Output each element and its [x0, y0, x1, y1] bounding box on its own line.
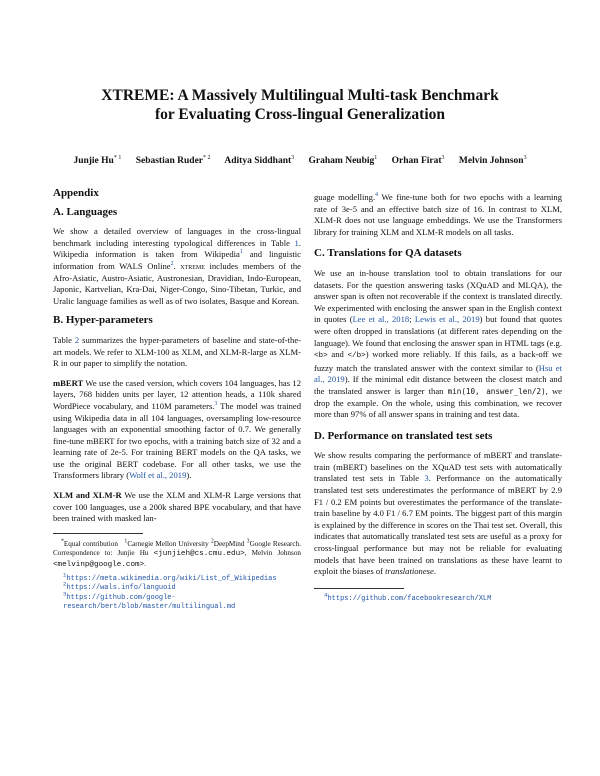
xlm-continuation-paragraph: guage modelling.$^4$ We fine-tune both for two epochs with a learning rate of 3e-5 and an effective batch size of 16. In contrast to XLM, XLM-R does not use language embeddings. We use the Transformers library for training XLM and XLM-R models on all tasks. [314, 192, 562, 237]
url-footnotes [63, 571, 301, 613]
section-d-paragraph: We show results comparing the performance of mBERT and translate-train (mBERT) baselines on the XQuAD test sets with automatically translated test sets in Table 3. Performance on the automatically translated test sets underestimates the performance of mBERT by 2.9 F1 / 0.2 EM points but overestimates the performance of the translate-train baseline by 4.0 F1 / 6.7 EM points. The biggest part of this margin is explained by the difference in scores on the Thai test set. Overall, this indicates that automatically translated test sets are useful as a proxy for cross-lingual performance but may not be reliable for evaluating models that have been trained on translations as these have learnt to exploit the biases of translationese. [314, 450, 562, 577]
lee-citation-link[interactable]: Lee et al., 2018 [352, 314, 410, 325]
table-3-link[interactable]: 3 [424, 473, 429, 484]
mbert-lead: mBERT [53, 377, 84, 388]
paper-title [0, 86, 600, 124]
html-tag-close: </b> [347, 352, 366, 361]
footnote-rule [53, 533, 143, 534]
appendix-heading: Appendix [53, 187, 99, 199]
email-melvin[interactable]: <melvinp@google.com> [53, 561, 145, 570]
footnote-2-link[interactable]: 2 [170, 261, 174, 268]
author: Melvin Johnson$^3$ [458, 154, 527, 166]
translationese-emphasis: translationese [385, 566, 434, 577]
author: Junjie Hu$^{* 1}$ [73, 154, 122, 166]
section-a-paragraph: We show a detailed overview of languages in the cross-lingual benchmark including interesting typological differences in Table 1. Wikipedia information is taken from Wikipedia$^1$ and linguistic information from WALS Online$^2$. xtreme includes members of the Afro-Asiatic, Austro-Asiatic, Austronesian, Dravidian, Indo-European, Japonic, Kartvelian, Kra-Dai, Niger-Congo, Sino-Tibetan, Turkic, and Uralic language families as well as of two isolates, Basque and Korean. [53, 226, 301, 306]
footnote-3[interactable]: $^3$https://github.com/google-research/bert/blob/master/multilingual.md [63, 590, 236, 612]
lewis-citation-link[interactable]: Lewis et al., 2019 [414, 314, 480, 325]
section-b-heading: B. Hyper-parameters [53, 314, 153, 327]
xtreme-smallcaps: xtreme [180, 260, 205, 271]
title-line-1: XTREME: A Massively Multilingual Multi-task Benchmark [101, 87, 499, 104]
section-c-paragraph: We use an in-house translation tool to obtain translations for our datasets. For the question answering tasks (XQuAD and MLQA), the answer span is often not recoverable if the context is translated directly. We experimented with enclosing the answer span in the English context in quotes (Lee et al., 2018; Lewis et al., 2019) but found that quotes were often dropped in translations (at different rates depending on the language). We found that enclosing the answer span in HTML tags (e.g. <b> and </b>) worked more reliably. If this fails, as a back-off we fuzzy match the translated answer with the context similar to (Hsu et al., 2019). If the minimal edit distance between the closest match and the translated answer is larger than min(10, answer_len/2), we drop the example. On the whole, using this combination, we recover more than 97% of all answer spans in training and test data. [314, 267, 563, 420]
table-1-link[interactable]: 1 [294, 237, 299, 248]
email-junjie[interactable]: <junjieh@cs.cmu.edu> [153, 550, 245, 559]
section-b-paragraph-1: Table 2 summarizes the hyper-parameters of baseline and state-of-the-art models. We refer to XLM-100 as XLM, and XLM-R-large as XLM-R in our paper to simplify the notation. [53, 334, 301, 369]
author: Orhan Firat$^3$ [391, 154, 445, 166]
footnote-2[interactable]: $^2$https://wals.info/languoid [63, 580, 176, 593]
author-list [0, 156, 600, 166]
left-column [53, 188, 301, 613]
section-b-paragraph-xlm: XLM and XLM-R We use the XLM and XLM-R Large versions that cover 100 languages, use a 200k shared BPE vocabulary, and that have been trained with masked lan- [53, 490, 301, 524]
footnote-3-link[interactable]: 3 [214, 401, 218, 408]
xlm-lead: XLM and XLM-R [53, 490, 122, 501]
section-d-heading: D. Performance on translated test sets [314, 429, 493, 442]
author: Sebastian Ruder$^{* 2}$ [135, 154, 211, 166]
section-a-heading: A. Languages [53, 205, 118, 218]
footnote-rule-right [314, 588, 404, 589]
footnote-4[interactable]: $^4$https://github.com/facebookresearch/XLM [324, 591, 492, 603]
title-line-2: for Evaluating Cross-lingual Generalization [154, 106, 446, 123]
footnote-1[interactable]: $^1$https://meta.wikimedia.org/wiki/List_of_Wikipedias [63, 571, 277, 583]
right-column [314, 192, 562, 604]
affiliation-footnote: *Equal contribution $^1$Carnegie Mellon University $^2$DeepMind $^3$Google Research. Correspondence to: Junjie Hu <junjieh@cs.cmu.edu>, Melvin Johnson <melvinp@google.com>. [53, 538, 302, 570]
section-c-heading: C. Translations for QA datasets [314, 247, 462, 260]
table-2-link[interactable]: 2 [74, 334, 80, 345]
html-tag-open: <b> [314, 352, 328, 361]
footnote-4-link[interactable]: 4 [375, 192, 379, 199]
footnote-1-link[interactable]: 1 [239, 249, 243, 256]
author: Aditya Siddhant$^3$ [224, 154, 295, 166]
section-b-paragraph-mbert: mBERT We use the cased version, which covers 104 languages, has 12 layers, 768 hidden units per layer, 12 attention heads, a 110k shared WordPiece vocabulary, and 110M parameters.$^3$ The model was trained using Wikipedia data in all 104 languages, oversampling low-resource languages with an exponential smoothing factor of 0.7. We generally fine-tune mBERT for two epochs, with a training batch size of 32 and a learning rate of 2e-5. For training BERT models on the QA tasks, we use the original BERT codebase. For all other tasks, we use the Transformers library (Wolf et al., 2019). [53, 377, 301, 481]
wolf-citation-link[interactable]: Wolf et al., 2019 [129, 470, 187, 481]
min-formula: min(10, answer_len/2) [447, 386, 546, 396]
author: Graham Neubig$^1$ [308, 154, 378, 166]
hsu-citation-link[interactable]: Hsu et al., 2019 [314, 362, 562, 385]
